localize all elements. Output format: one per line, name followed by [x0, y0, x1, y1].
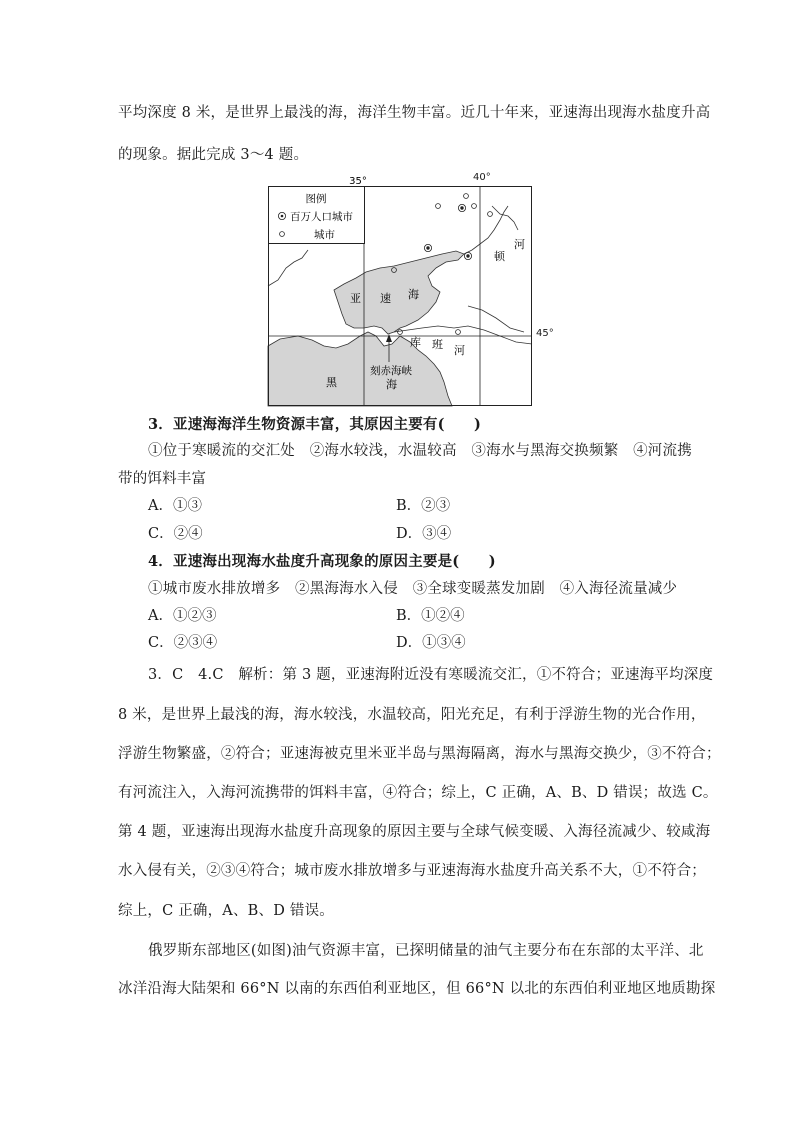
label-kuban-2: 班 [432, 338, 443, 351]
big-city-symbol-dot [281, 215, 284, 218]
q4-option-d: D．①③④ [396, 635, 466, 651]
legend-city: 城市 [314, 229, 335, 241]
intro-line-1: 平均深度 8 米，是世界上最浅的海，海洋生物丰富。近几十年来，亚速海出现海水盐度升高 [118, 105, 711, 121]
q3-stem: 3．亚速海海洋生物资源丰富，其原因主要有( ) [148, 416, 482, 433]
q4-option-c: C．②③④ [148, 635, 218, 651]
label-sea-2: 速 [380, 292, 391, 305]
label-sea-1: 亚 [350, 292, 361, 305]
label-black-1: 黑 [326, 376, 337, 389]
intro-line-2: 的现象。据此完成 3～4 题。 [118, 147, 309, 163]
label-don-1: 顿 [494, 250, 505, 263]
strait-arrowhead [386, 334, 392, 342]
q3-items-1: ①位于寒暖流的交汇处 ②海水较浅，水温较高 ③海水与黑海交换频繁 ④河流携 [148, 443, 692, 459]
q4-items: ①城市废水排放增多 ②黑海海水入侵 ③全球变暖蒸发加剧 ④入海径流量减少 [148, 581, 678, 597]
answer-line-2: 8 米，是世界上最浅的海，海水较浅，水温较高，阳光充足，有利于浮游生物的光合作用， [118, 707, 706, 723]
label-lon-35: 35° [349, 176, 367, 187]
label-kuban-1: 库 [410, 336, 421, 349]
label-don-2: 河 [514, 238, 525, 251]
q4-stem: 4．亚速海出现海水盐度升高现象的原因主要是( ) [148, 553, 496, 570]
label-sea-3: 海 [408, 288, 419, 301]
label-strait: 刻赤海峡 [370, 365, 412, 377]
answer-line-6: 水入侵有关，②③④符合；城市废水排放增多与亚速海海水盐度升高关系不大，①不符合； [118, 863, 706, 879]
answer-line-3: 浮游生物繁盛，②符合；亚速海被克里米亚半岛与黑海隔离，海水与黑海交换少，③不符合； [118, 746, 721, 762]
label-lat-45: 45° [536, 328, 554, 339]
label-black-2: 海 [386, 378, 397, 391]
answer-line-4: 有河流注入，入海河流携带的饵料丰富，④符合；综上，C 正确，A、B、D 错误；故选 C。 [118, 785, 718, 801]
black-sea-area [268, 332, 452, 406]
q3-option-b: B．②③ [396, 498, 451, 514]
legend-title: 图例 [305, 193, 327, 205]
q3-items-2: 带的饵料丰富 [118, 471, 207, 487]
q3-option-d: D．③④ [396, 526, 452, 542]
q4-option-b: B．①②④ [396, 608, 465, 624]
next-line-1: 俄罗斯东部地区(如图)油气资源丰富，已探明储量的油气主要分布在东部的太平洋、北 [148, 943, 704, 959]
q3-option-a: A．①③ [148, 498, 202, 514]
label-lon-40: 40° [473, 172, 491, 183]
label-kuban-3: 河 [454, 344, 465, 357]
answer-line-7: 综上，C 正确，A、B、D 错误。 [118, 903, 334, 919]
answer-line-1: 3．C 4.C 解析：第 3 题，亚速海附近没有寒暖流交汇，①不符合；亚速海平均深度 [148, 667, 714, 683]
coastline-west [268, 250, 308, 286]
q4-option-a: A．①②③ [148, 608, 217, 624]
don-river [464, 206, 508, 254]
q3-option-c: C．②④ [148, 526, 203, 542]
answer-line-5: 第 4 题，亚速海出现海水盐度升高现象的原因主要与全球气候变暖、入海径流减少、较咸海 [118, 824, 711, 840]
next-line-2: 冰洋沿海大陆架和 66°N 以南的东西伯利亚地区，但 66°N 以北的东西伯利亚地区地质勘探 [118, 981, 716, 997]
legend-big-city: 百万人口城市 [290, 211, 353, 223]
